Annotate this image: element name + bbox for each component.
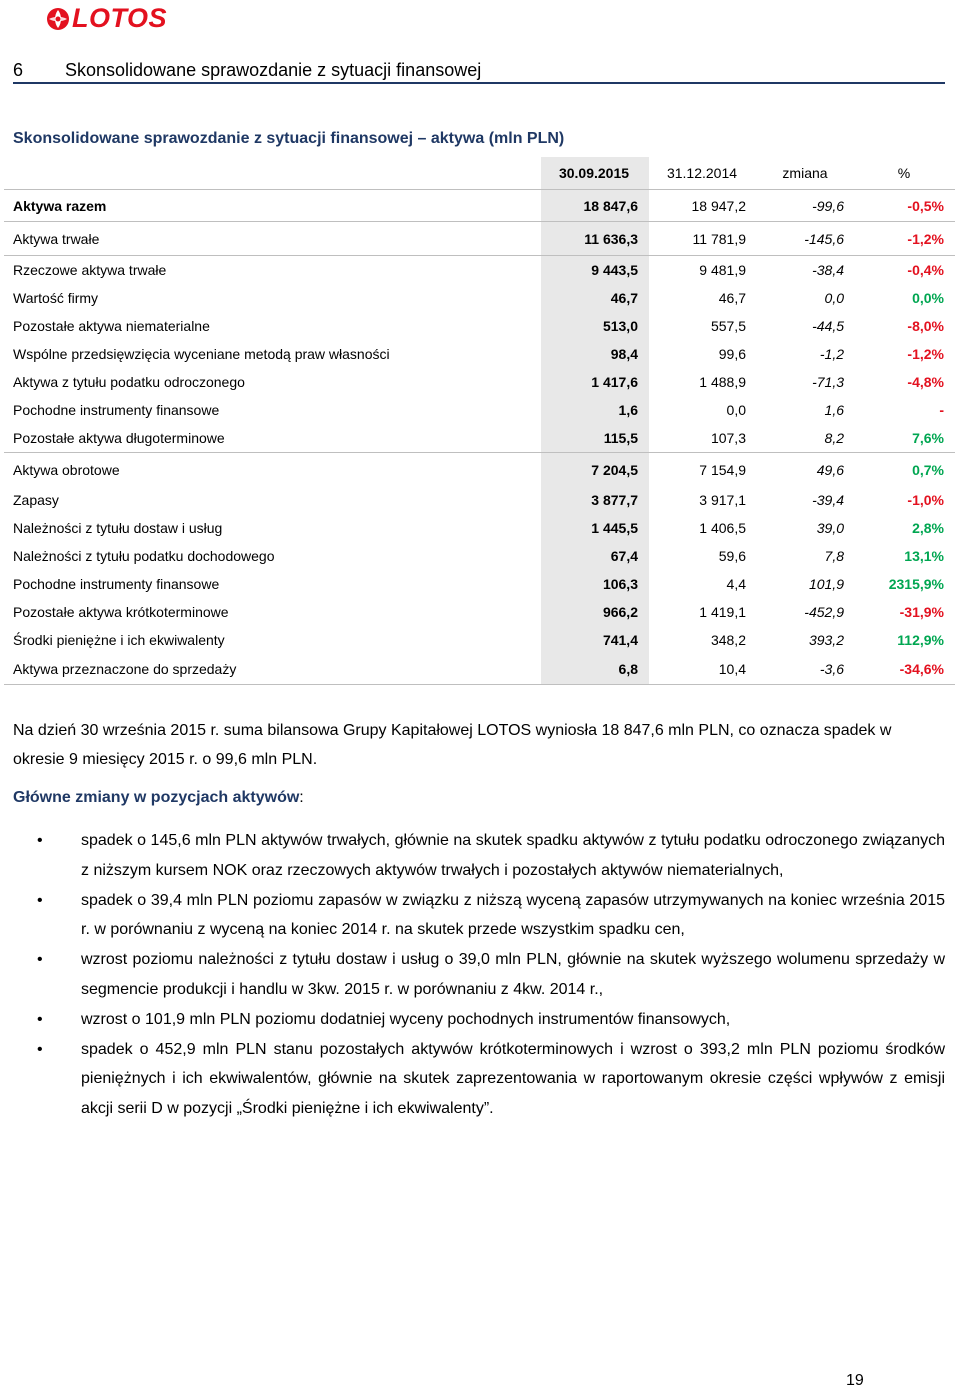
change-value: 1,6: [824, 402, 844, 418]
change-percent: -1,2%: [907, 346, 944, 362]
value-2015: 106,3: [541, 570, 649, 598]
value-2015: 98,4: [541, 340, 649, 368]
table-row: [4, 654, 955, 685]
page-number: 19: [846, 1372, 864, 1389]
list-item-text: spadek o 39,4 mln PLN poziomu zapasów w związku z niższą wyceną zapasów utrzymywanych na koniec września 2015 r. w porównaniu z wyceną na koniec 2014 r. na skutek przede wszystkim spadku cen,: [81, 891, 945, 938]
row-label: Aktywa trwałe: [4, 222, 541, 256]
table-row: [4, 396, 955, 424]
change-value: -145,6: [757, 222, 855, 256]
change-value: -99,6: [757, 190, 855, 222]
table-row: [4, 453, 955, 487]
table-header-row: [4, 157, 955, 190]
value-2014: 11 781,9: [649, 222, 757, 256]
value-2015: 7 204,5: [541, 453, 649, 487]
change-percent: 2,8%: [912, 520, 944, 536]
change-percent: -: [939, 402, 944, 418]
change-percent: 112,9%: [897, 632, 944, 648]
header-col-2014: 31.12.2014: [666, 165, 738, 181]
value-2014: 3 917,1: [699, 492, 746, 508]
change-percent: -4,8%: [907, 374, 944, 390]
bullet-icon: •: [37, 951, 43, 968]
value-2014: 348,2: [710, 632, 746, 648]
change-percent: 0,7%: [855, 453, 955, 487]
section-title: Skonsolidowane sprawozdanie z sytuacji finansowej: [65, 60, 482, 80]
value-2014: 1 406,5: [699, 520, 746, 536]
value-2015: 18 847,6: [541, 190, 649, 222]
value-2015: 3 877,7: [541, 486, 649, 514]
change-value: 0,0: [824, 290, 844, 306]
value-2015: 67,4: [541, 542, 649, 570]
row-label: Aktywa razem: [4, 190, 541, 222]
table-row: [4, 340, 955, 368]
row-label: Pochodne instrumenty finansowe: [13, 402, 220, 418]
value-2015: 966,2: [541, 598, 649, 626]
row-label: Wartość firmy: [13, 290, 99, 306]
table-row: [4, 598, 955, 626]
changes-heading: [13, 789, 304, 807]
bullet-icon: •: [37, 1040, 43, 1058]
table-row: [4, 368, 955, 396]
value-2015: 741,4: [541, 626, 649, 654]
value-2014: 107,3: [710, 430, 746, 446]
change-value: -44,5: [812, 318, 844, 334]
value-2014: 1 419,1: [699, 604, 746, 620]
change-value: 101,9: [808, 576, 844, 592]
change-percent: -0,4%: [855, 256, 955, 285]
value-2014: 59,6: [718, 548, 746, 564]
table-row: [4, 190, 955, 222]
value-2015: 11 636,3: [541, 222, 649, 256]
row-label: Zapasy: [13, 492, 59, 508]
value-2014: 10,4: [649, 654, 757, 685]
row-label: Pochodne instrumenty finansowe: [13, 576, 220, 592]
change-percent: 0,0%: [912, 290, 944, 306]
list-item: [0, 886, 945, 945]
change-percent: -0,5%: [855, 190, 955, 222]
table-row: [4, 514, 955, 542]
change-value: -3,6: [757, 654, 855, 685]
section-number: 6: [13, 60, 24, 80]
table-row: [4, 424, 955, 453]
bullet-icon: •: [37, 891, 43, 909]
row-label: Pozostałe aktywa krótkoterminowe: [13, 604, 229, 620]
summary-paragraph: Na dzień 30 września 2015 r. suma bilansowa Grupy Kapitałowej LOTOS wyniosła 18 847,6 mln PLN, co oznacza spadek w okresie 9 miesięcy 2015 r. o 99,6 mln PLN.: [13, 722, 892, 768]
changes-title: Główne zmiany w pozycjach aktywów: [13, 789, 300, 806]
value-2015: 1 445,5: [541, 514, 649, 542]
value-2015: 513,0: [541, 312, 649, 340]
value-2014: 1 488,9: [699, 374, 746, 390]
change-value: 7,8: [824, 548, 844, 564]
row-label: Pozostałe aktywa długoterminowe: [13, 430, 225, 446]
list-item-text: spadek o 145,6 mln PLN aktywów trwałych, głównie na skutek spadku aktywów z tytułu podatku odroczonego związanych z niższym kursem NOK oraz rzeczowych aktywów trwałych i pozostałych aktywów niematerialnych,: [81, 832, 945, 879]
list-item-text: wzrost o 101,9 mln PLN poziomu dodatniej wyceny pochodnych instrumentów finansowych,: [81, 1010, 731, 1028]
value-2014: 46,7: [718, 290, 746, 306]
logo-text: LOTOS: [72, 3, 168, 33]
change-percent: 13,1%: [904, 548, 944, 564]
change-value: 39,0: [816, 520, 844, 536]
change-percent: -31,9%: [899, 604, 944, 620]
bullet-icon: •: [37, 1010, 43, 1028]
change-percent: -1,2%: [855, 222, 955, 256]
header-col-2015: 30.09.2015: [541, 157, 649, 190]
table-row: [4, 222, 955, 256]
table-row: [4, 312, 955, 340]
change-value: -38,4: [757, 256, 855, 285]
table-row: [4, 486, 955, 514]
changes-colon: :: [299, 789, 304, 806]
list-item: [0, 826, 945, 885]
value-2014: 7 154,9: [649, 453, 757, 487]
assets-table: [4, 157, 955, 685]
table-row: [4, 626, 955, 654]
lotos-logo: [46, 3, 167, 34]
row-label: Należności z tytułu dostaw i usług: [13, 520, 223, 536]
change-value: 393,2: [808, 632, 844, 648]
value-2015: 1,6: [541, 396, 649, 424]
row-label: Rzeczowe aktywa trwałe: [4, 256, 541, 285]
change-value: 49,6: [757, 453, 855, 487]
table-row: [4, 256, 955, 285]
table-row: [4, 542, 955, 570]
value-2015: 115,5: [541, 424, 649, 453]
value-2014: 18 947,2: [649, 190, 757, 222]
change-percent: 7,6%: [912, 430, 944, 446]
value-2014: 9 481,9: [649, 256, 757, 285]
change-percent: 2315,9%: [888, 576, 944, 592]
change-percent: -8,0%: [907, 318, 944, 334]
list-item: [0, 1005, 945, 1035]
value-2015: 6,8: [541, 654, 649, 685]
value-2014: 4,4: [726, 576, 746, 592]
change-value: -71,3: [812, 374, 844, 390]
table-row: [4, 284, 955, 312]
header-label: [4, 157, 541, 190]
change-percent: -34,6%: [855, 654, 955, 685]
change-value: -39,4: [812, 492, 844, 508]
value-2015: 9 443,5: [541, 256, 649, 285]
lotos-flower-icon: [46, 7, 70, 31]
row-label: Aktywa przeznaczone do sprzedaży: [4, 654, 541, 685]
section-heading: [13, 60, 945, 84]
list-item: [0, 945, 945, 1004]
list-item-text: spadek o 452,9 mln PLN stanu pozostałych aktywów krótkoterminowych i wzrost o 393,2 mln PLN poziomu środków pieniężnych i ich ekwiwalentów, głównie na skutek zaprezentowania w raportowanym okresie części wpływów z emisji akcji serii D w pozycji „Środki pieniężne i ich ekwiwalenty”.: [81, 1040, 945, 1117]
change-value: -1,2: [819, 346, 844, 362]
value-2014: 557,5: [710, 318, 746, 334]
row-label: Środki pieniężne i ich ekwiwalenty: [13, 632, 225, 648]
value-2014: 99,6: [718, 346, 746, 362]
changes-list: [0, 826, 945, 1124]
change-value: 8,2: [824, 430, 844, 446]
bullet-icon: •: [37, 832, 43, 849]
change-percent: -1,0%: [907, 492, 944, 508]
row-label: Aktywa obrotowe: [4, 453, 541, 487]
row-label: Aktywa z tytułu podatku odroczonego: [13, 374, 245, 390]
row-label: Należności z tytułu podatku dochodowego: [13, 548, 275, 564]
table-row: [4, 570, 955, 598]
row-label: Wspólne przedsięwzięcia wyceniane metodą praw własności: [13, 346, 390, 362]
value-2015: 1 417,6: [541, 368, 649, 396]
table-title: Skonsolidowane sprawozdanie z sytuacji finansowej – aktywa (mln PLN): [13, 130, 565, 147]
header-col-change: zmiana: [782, 165, 828, 181]
value-2014: 0,0: [726, 402, 746, 418]
change-value: -452,9: [804, 604, 844, 620]
row-label: Pozostałe aktywa niematerialne: [13, 318, 210, 334]
value-2015: 46,7: [541, 284, 649, 312]
list-item-text: wzrost poziomu należności z tytułu dostaw i usług o 39,0 mln PLN, głównie na skutek wyższego wolumenu sprzedaży w segmencie produkcji i handlu w 3kw. 2015 r. w porównaniu z 4kw. 2014 r.,: [81, 951, 945, 998]
list-item: [0, 1035, 945, 1124]
header-col-pct: %: [897, 165, 911, 181]
